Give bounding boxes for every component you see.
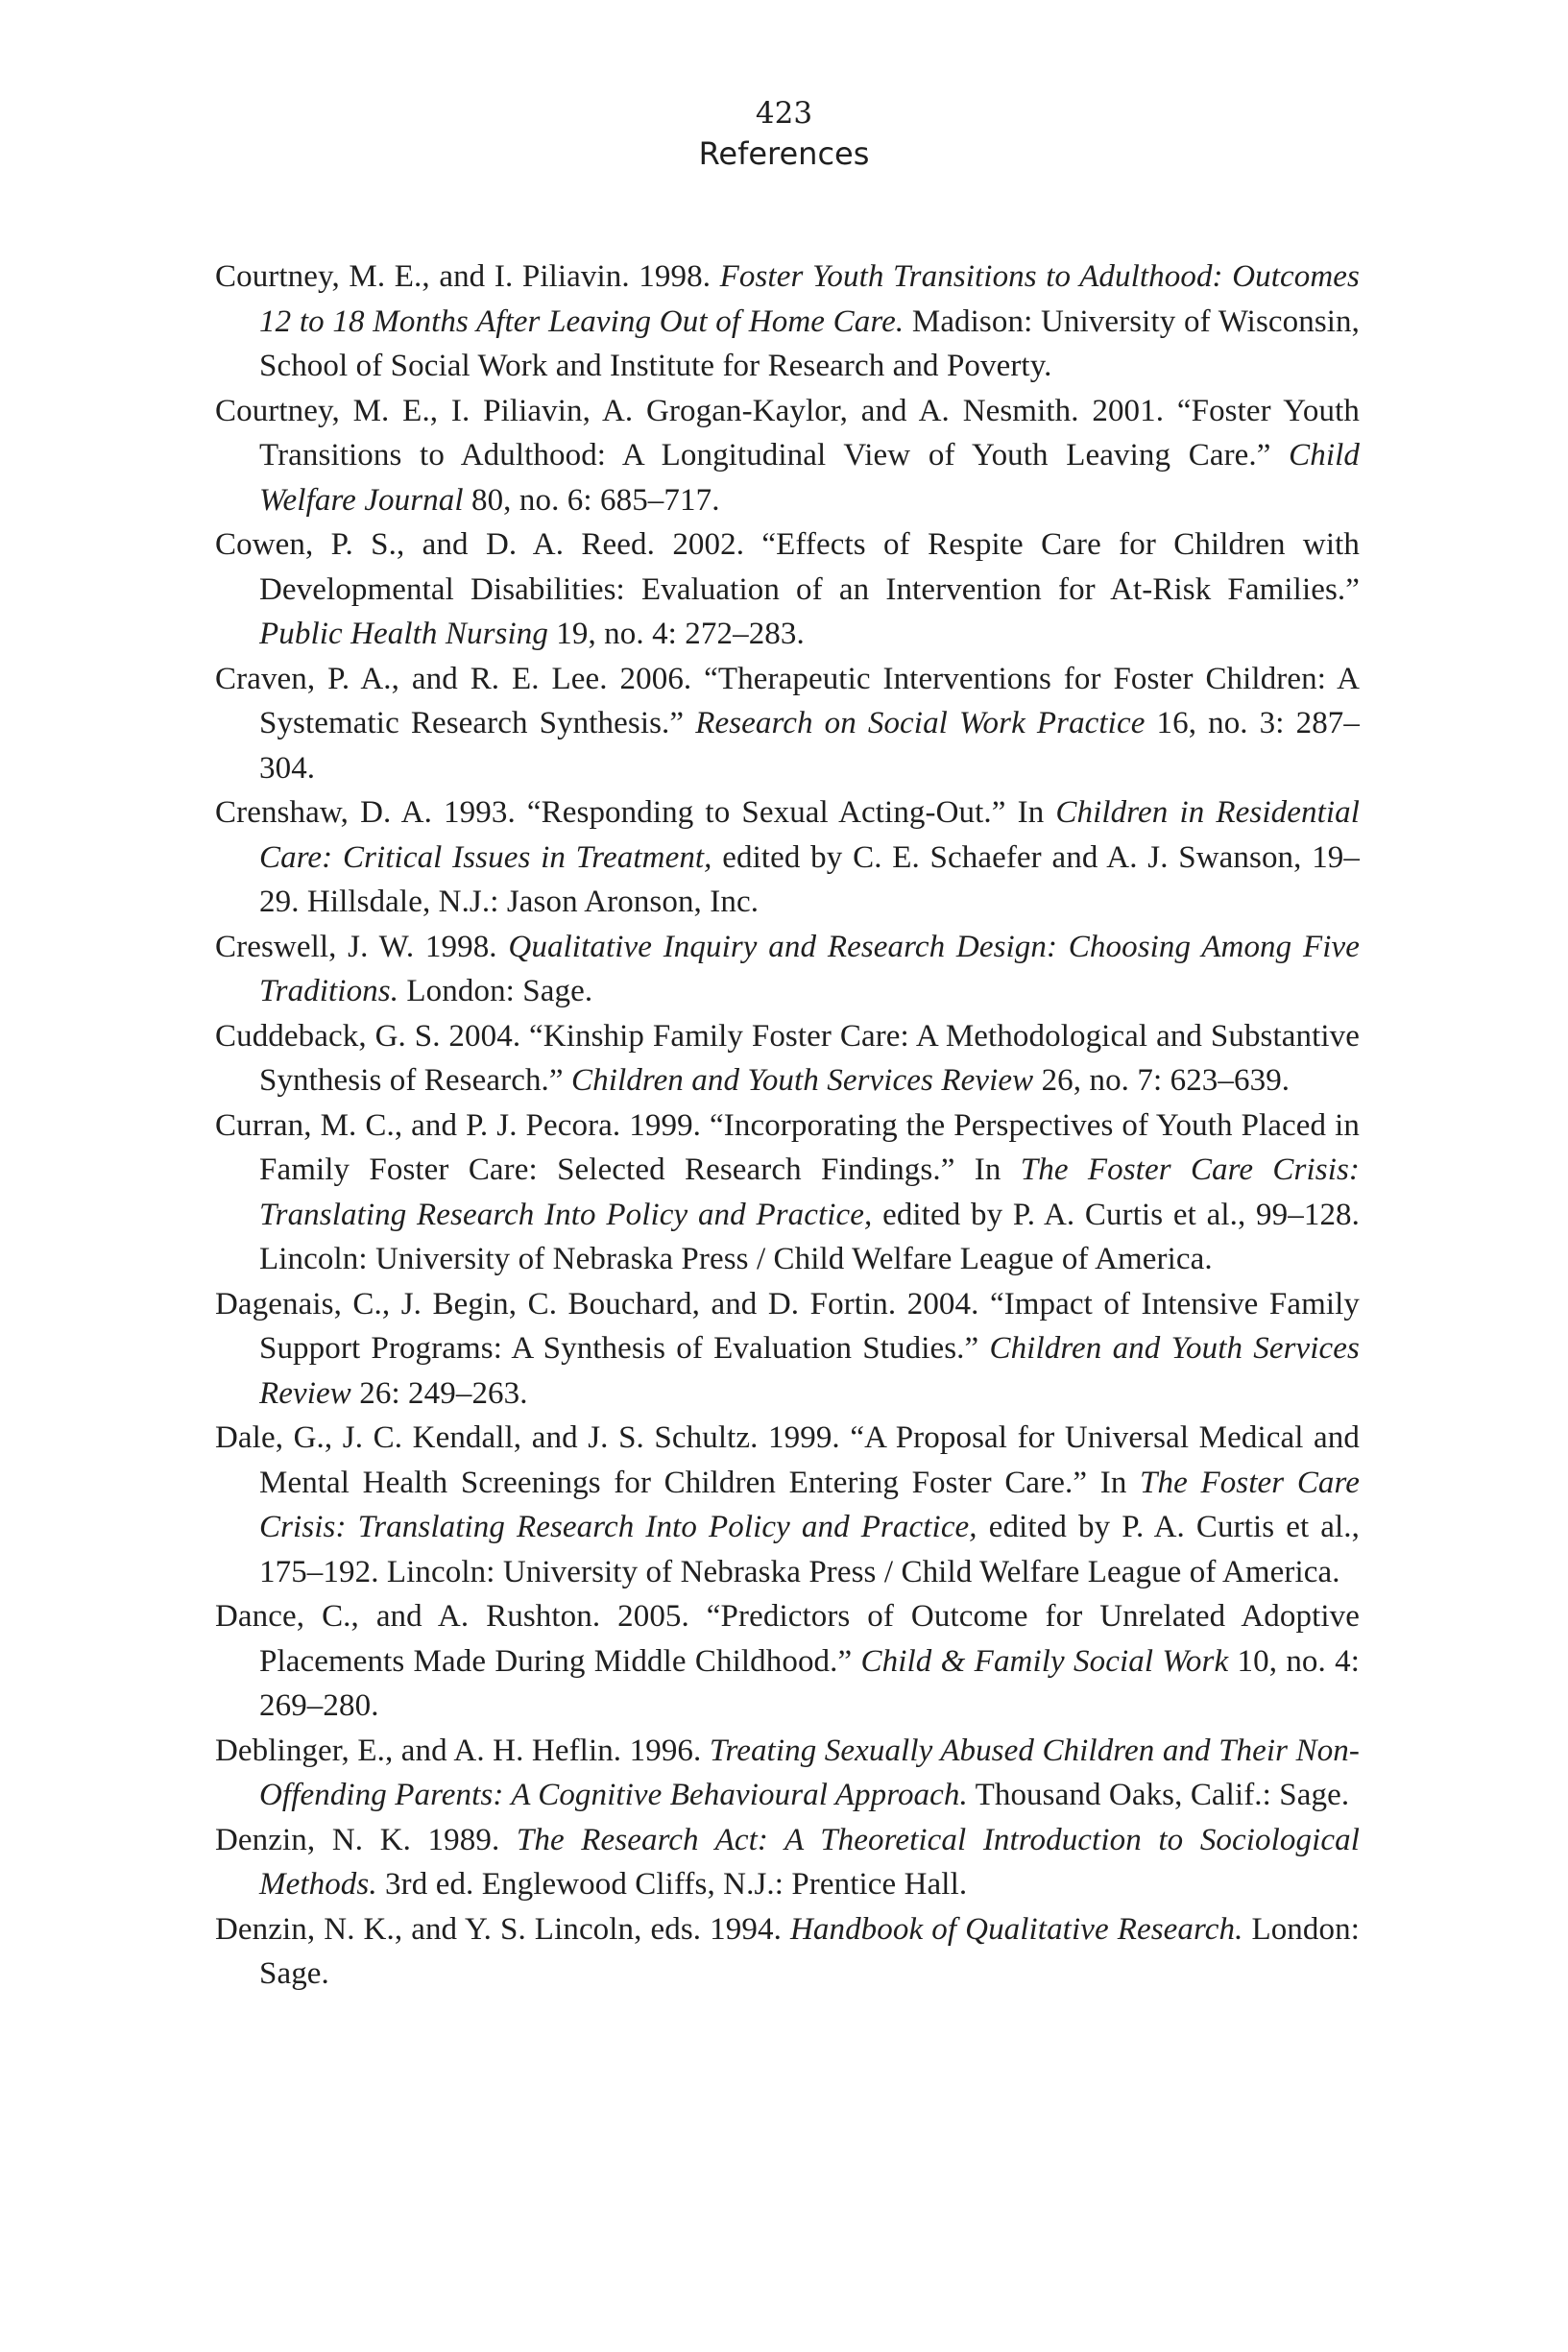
reference-entry [215,657,1360,791]
reference-text: Denzin, N. K. 1989. [215,1822,517,1857]
reference-text: Denzin, N. K., and Y. S. Lincoln, eds. 1994. [215,1911,790,1947]
reference-text: Dance, C., and A. Rushton. 2005. “Predictors of Outcome for Unrelated Adoptive Placements Made During Middle Childhood.” [215,1599,1360,1679]
reference-text: Thousand Oaks, Calif.: Sage. [967,1778,1350,1812]
reference-title: Child & Family Social Work [860,1643,1229,1679]
reference-title: Child Welfare Journal [259,438,1360,518]
reference-text: Cuddeback, G. S. 2004. “Kinship Family Foster Care: A Methodological and Substantive Synthesis of Research.” [215,1018,1360,1098]
reference-title: Treating Sexually Abused Children and Their Non-Offending Parents: A Cognitive Behavioural Approach. [259,1733,1360,1812]
reference-text: 3rd ed. Englewood Cliffs, N.J.: Prentice Hall. [376,1867,968,1902]
reference-title: Children and Youth Services Review [571,1063,1034,1098]
reference-text: 16, no. 3: 287–304. [259,706,1360,786]
reference-text: edited by P. A. Curtis et al., 99–128. Lincoln: University of Nebraska Press / Child Welfare League of America. [259,1197,1360,1276]
reference-entry [215,1014,1360,1103]
reference-text: Creswell, J. W. 1998. [215,929,509,964]
reference-text: 10, no. 4: 269–280. [259,1643,1361,1723]
reference-text: edited by C. E. Schaefer and A. J. Swanson, 19–29. Hillsdale, N.J.: Jason Aronson, Inc. [259,839,1360,919]
reference-text: 26, no. 7: 623–639. [1033,1063,1291,1098]
reference-entry [215,1416,1360,1594]
reference-text: Deblinger, E., and A. H. Heflin. 1996. [215,1733,710,1768]
reference-entry [215,925,1360,1014]
reference-entry [215,1818,1360,1907]
reference-text: Dale, G., J. C. Kendall, and J. S. Schultz. 1999. “A Proposal for Universal Medical and Mental Health Screenings for Children Entering Foster Care.” In [215,1420,1360,1500]
reference-text: Craven, P. A., and R. E. Lee. 2006. “Therapeutic Interventions for Foster Children: A Systematic Research Synthesis.” [215,661,1360,740]
reference-title: Foster Youth Transitions to Adulthood: Outcomes 12 to 18 Months After Leaving Out of Home Care. [259,259,1360,339]
page-header [0,94,1568,173]
reference-title: Handbook of Qualitative Research. [789,1911,1243,1947]
reference-entry [215,1594,1360,1729]
reference-text: Dagenais, C., J. Begin, C. Bouchard, and D. Fortin. 2004. “Impact of Intensive Family Support Programs: A Synthesis of Evaluation Studies.” [215,1286,1360,1366]
reference-title: The Foster Care Crisis: Translating Research Into Policy and Practice, [259,1465,1360,1544]
reference-title: Research on Social Work Practice [695,706,1146,740]
reference-text: 26: 249–263. [350,1375,528,1411]
reference-entry [215,1103,1360,1282]
reference-title: Public Health Nursing [259,617,548,651]
reference-entry [215,1282,1360,1417]
page-number: 423 [755,96,813,131]
reference-entry [215,1729,1360,1818]
reference-text: edited by P. A. Curtis et al., 175–192. Lincoln: University of Nebraska Press / Child Welfare League of America. [259,1510,1360,1589]
running-head: References [698,135,870,172]
reference-text: Courtney, M. E., I. Piliavin, A. Grogan-Kaylor, and A. Nesmith. 2001. “Foster Youth Transitions to Adulthood: A Longitudinal View of Youth Leaving Care.” [215,393,1360,473]
reference-text: Curran, M. C., and P. J. Pecora. 1999. “Incorporating the Perspectives of Youth Placed in Family Foster Care: Selected Research Findings.” In [215,1107,1360,1187]
reference-entry [215,255,1360,389]
reference-title: The Research Act: A Theoretical Introduction to Sociological Methods. [259,1822,1360,1902]
reference-entry [215,1907,1360,1997]
reference-text: 19, no. 4: 272–283. [547,617,805,651]
reference-title: Children in Residential Care: Critical Issues in Treatment, [259,795,1360,875]
reference-entry [215,522,1360,657]
reference-text: 80, no. 6: 685–717. [463,482,720,518]
reference-title: The Foster Care Crisis: Translating Research Into Policy and Practice, [259,1152,1360,1232]
reference-text: Crenshaw, D. A. 1993. “Responding to Sexual Acting-Out.” In [215,795,1056,830]
reference-text: London: Sage. [259,1911,1360,1991]
reference-entry [215,389,1360,523]
reference-list [215,255,1360,1997]
reference-title: Children and Youth Services Review [259,1331,1360,1411]
reference-text: Courtney, M. E., and I. Piliavin. 1998. [215,259,720,294]
reference-entry [215,790,1360,925]
reference-title: Qualitative Inquiry and Research Design: Choosing Among Five Traditions. [259,929,1361,1008]
reference-text: Cowen, P. S., and D. A. Reed. 2002. “Effects of Respite Care for Children with Developmental Disabilities: Evaluation of an Intervention for At-Risk Families.” [215,527,1360,607]
reference-text: London: Sage. [398,974,593,1008]
reference-text: Madison: University of Wisconsin, School of Social Work and Institute for Research and Poverty. [259,303,1360,383]
